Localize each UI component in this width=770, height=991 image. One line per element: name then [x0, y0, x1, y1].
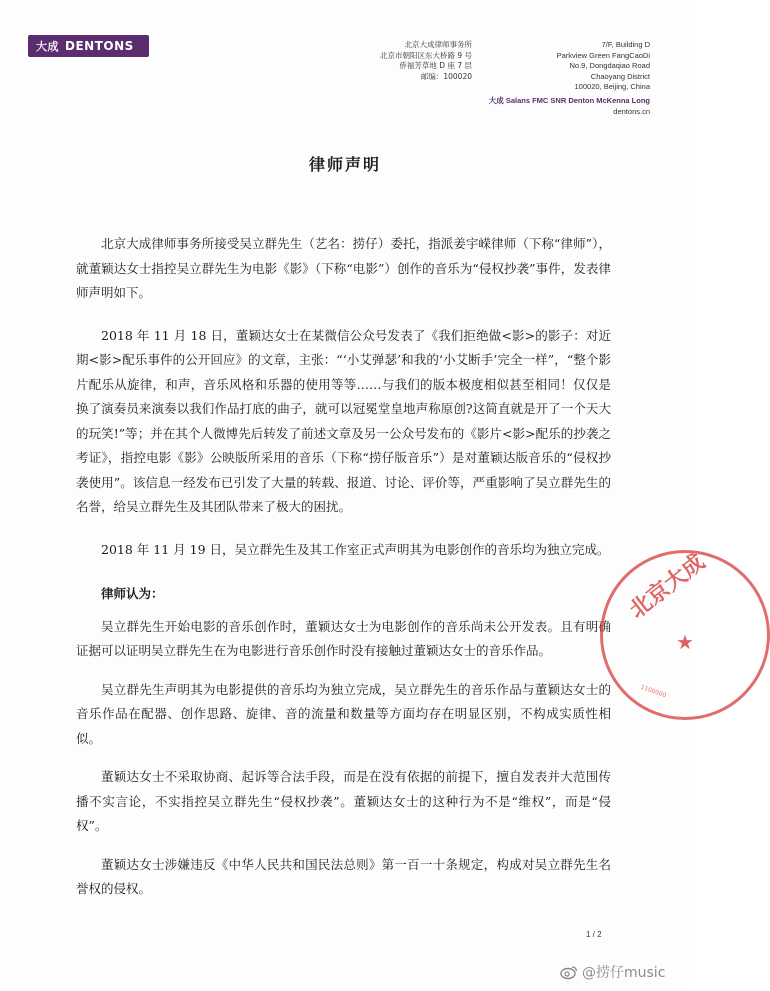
address-english	[520, 40, 650, 93]
address-en-line: 100020, Beijing, China	[574, 82, 650, 91]
address-en-line: 7/F, Building D	[601, 40, 650, 49]
address-en-line: No.9, Dongdaqiao Road	[569, 61, 650, 70]
weibo-watermark	[560, 962, 665, 982]
opinion-paragraph-2: 吴立群先生声明其为电影提供的音乐均为独立完成，吴立群先生的音乐作品与董颖达女士的音乐作品在配器、创作思路、旋律、音的流量和数量等方面均存在明显区别，不构成实质性相似。	[76, 681, 611, 746]
address-cn-line: 北京市朝阳区东大桥路 9 号	[379, 50, 472, 60]
address-chinese	[360, 40, 472, 82]
seal-star-icon: ★	[676, 630, 694, 654]
firm-names: 大成 Salans FMC SNR Denton McKenna Long	[488, 96, 650, 105]
opinion-heading: 律师认为：	[101, 586, 164, 601]
paragraph-intro: 北京大成律师事务所接受吴立群先生（艺名：捞仔）委托，指派姜宇嵘律师（下称“律师”），就董颖达女士指控吴立群先生为电影《影》（下称“电影”）创作的音乐为“侵权抄袭”事件，发表律师声明如下。	[76, 236, 611, 300]
seal-text: 北京大成	[624, 548, 710, 624]
address-en-line: Chaoyang District	[590, 71, 650, 81]
opinion-paragraph-1: 吴立群先生开始电影的音乐创作时，董颖达女士为电影创作的音乐尚未公开发表。且有明确证据可以证明吴立群先生在为电影进行音乐创作时没有接触过董颖达女士的音乐作品。	[76, 618, 611, 658]
seal-number: 1100000	[639, 683, 668, 700]
opinion-paragraph-4: 董颖达女士涉嫌违反《中华人民共和国民法总则》第一百一十条规定，构成对吴立群先生名誉权的侵权。	[76, 856, 611, 896]
address-cn-line: 侨福芳草地 D 座 7 层	[399, 61, 472, 70]
website-link[interactable]: dentons.cn	[613, 107, 650, 116]
watermark-text: @捞仔music	[582, 965, 666, 981]
address-cn-line: 北京大成律师事务所	[404, 40, 472, 49]
document-title: 律师声明	[308, 155, 381, 174]
address-en-line: Parkview Green FangCaoDi	[556, 50, 650, 60]
paragraph-background: 2018 年 11 月 18 日，董颖达女士在某微信公众号发表了《我们拒绝做<影>的影子：对近期<影>配乐事件的公开回应》的文章，主张：“‘小艾弹瑟’和我的‘小艾断手’完全一样”，“整个影片配乐从旋律，和声，音乐风格和乐器的使用等等……与我们的版本极度相似甚至相同！仅仅是换了演奏员来演奏以我们作品打底的曲子，就可以冠冕堂皇地声称原创?这简直就是开了一个天大的玩笑!”等；并在其个人微博先后转发了前述文章及另一公众号发布的《影片<影>配乐的抄袭之考证》，指控电影《影》公映版所采用的音乐（下称“捞仔版音乐”）是对董颖达版音乐的“侵权抄袭使用”。该信息一经发布已引发了大量的转载、报道、讨论、评价等，严重影响了吴立群先生的名誉，给吴立群先生及其团队带来了极大的困扰。	[76, 327, 611, 514]
dentons-logo	[28, 35, 149, 57]
paragraph-response: 2018 年 11 月 19 日，吴立群先生及其工作室正式声明其为电影创作的音乐均为独立完成。	[101, 541, 610, 557]
weibo-icon	[560, 965, 578, 979]
firm-names-block	[395, 95, 650, 117]
logo-cn-text: 大成	[36, 40, 59, 53]
page-number: 1 / 2	[586, 930, 602, 939]
logo-en-text: DENTONS	[65, 39, 134, 53]
document-body	[76, 232, 611, 902]
address-cn-line: 邮编：100020	[420, 71, 472, 81]
opinion-paragraph-3: 董颖达女士不采取协商、起诉等合法手段，而是在没有依据的前提下，擅自发表并大范围传播不实言论，不实指控吴立群先生“侵权抄袭”。董颖达女士的这种行为不是“维权”，而是“侵权”。	[76, 769, 611, 833]
